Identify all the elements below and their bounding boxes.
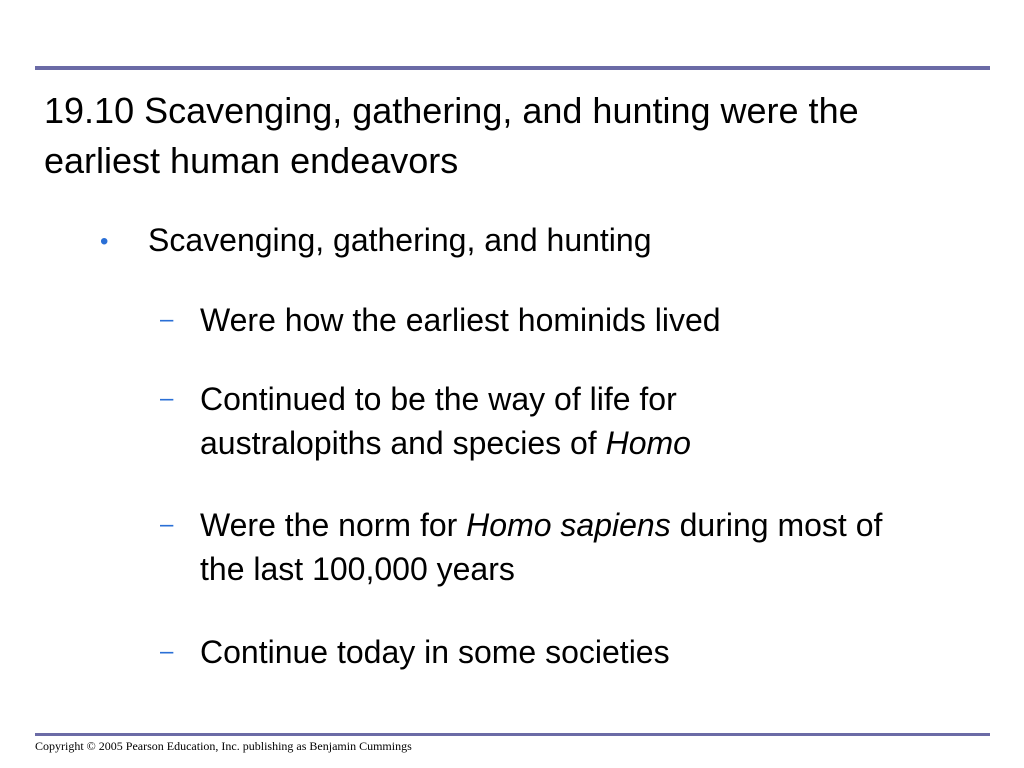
sub-marker: – (160, 638, 174, 665)
sub-item-text-italic: Homo (605, 425, 691, 461)
slide-title: 19.10 Scavenging, gathering, and hunting were the earliest human endeavors (44, 90, 859, 181)
sub-marker: – (160, 385, 174, 412)
top-divider (35, 66, 990, 70)
copyright-footer: Copyright © 2005 Pearson Education, Inc. publishing as Benjamin Cummings (35, 739, 412, 753)
sub-item-text (200, 298, 960, 342)
bullet-marker: • (100, 228, 109, 255)
sub-item-text-part: Continued to be the way of life for australopiths and species of (200, 381, 677, 461)
sub-item-text (200, 503, 920, 591)
sub-item-text-part: Were the norm for (200, 507, 467, 543)
sub-item-text-part: during most of the last 100,000 years (200, 507, 883, 587)
sub-item-text-part: Continue today in some societies (200, 634, 670, 670)
sub-item-text-part: Were how the earliest hominids lived (200, 302, 721, 338)
bottom-divider (35, 733, 990, 736)
sub-item-text (200, 377, 840, 465)
sub-item-text (200, 630, 960, 674)
sub-marker: – (160, 511, 174, 538)
bullet-text: Scavenging, gathering, and hunting (148, 222, 652, 258)
sub-item-text-italic: Homo sapiens (466, 507, 671, 543)
sub-marker: – (160, 306, 174, 333)
